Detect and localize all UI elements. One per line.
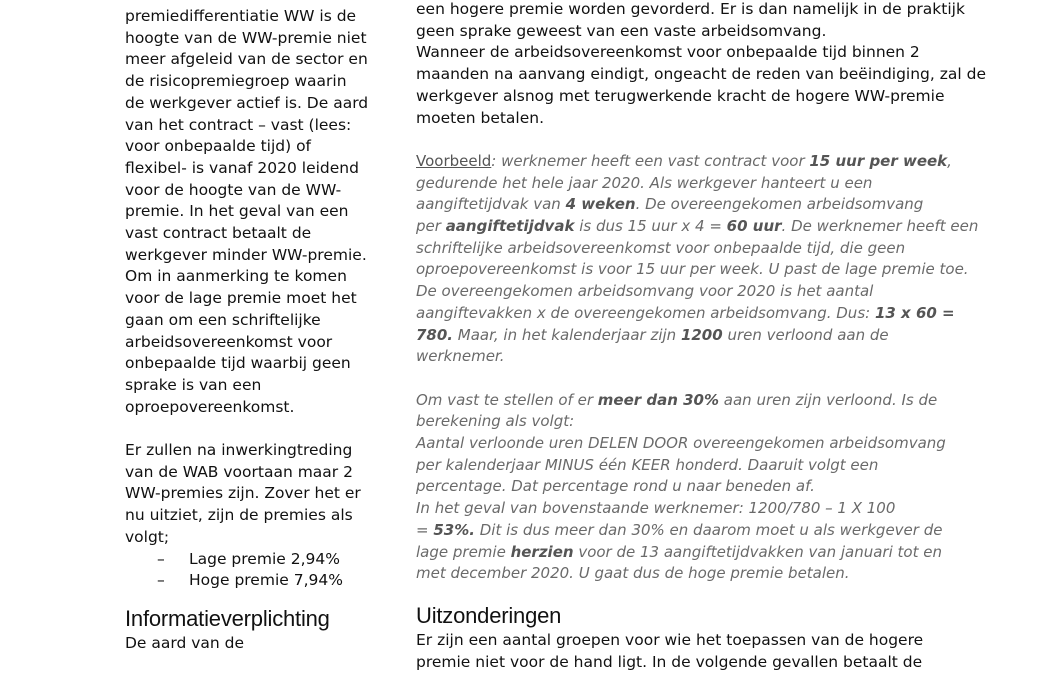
text-line [416, 303, 955, 325]
section-heading-uitzonderingen: Uitzonderingen [416, 602, 562, 628]
section-heading-informatieverplichting: Informatieverplichting [125, 605, 330, 631]
text-span: = [416, 520, 434, 539]
paragraph-gap [125, 418, 370, 440]
paragraph-premies [125, 440, 370, 549]
text-line: schriftelijke arbeidsovereenkomst voor onbepaalde tijd, die geen [416, 238, 906, 257]
emphasis: aangiftetijdvak [445, 217, 575, 236]
text-line: premie. In het geval van een [125, 202, 349, 221]
text-span: lage premie [416, 542, 511, 561]
text-line [416, 390, 946, 412]
dash-bullet: – [157, 571, 165, 590]
text-line: hoogte van de WW-premie niet [125, 28, 367, 47]
text-line: werknemer. [416, 347, 505, 366]
list-item [125, 549, 370, 571]
list-item-text: Lage premie 2,94% [189, 549, 340, 568]
text-span: aangiftevakken x de overeengekomen arbeidsomvang. Dus: [416, 303, 875, 322]
paragraph-gap [416, 129, 946, 151]
text-line: nu uitziet, zijn de premies als [125, 506, 353, 525]
emphasis: 13 x 60 = [874, 303, 955, 322]
text-line: berekening als volgt: [416, 412, 575, 431]
text-span: Maar, in het kalenderjaar zijn [453, 325, 681, 344]
list-item [125, 570, 370, 592]
emphasis: 780. [416, 325, 454, 344]
text-line: In het geval van bovenstaande werknemer: 1200/780 – 1 X 100 [416, 499, 896, 518]
text-span: voor de 13 aangiftetijdvakken van januari tot en [573, 542, 942, 561]
text-line: percentage. Dat percentage rond u naar beneden af. [416, 477, 815, 496]
text-line: maanden na aanvang eindigt, ongeacht de reden van beëindiging, zal de [416, 65, 986, 84]
text-line: Wanneer de arbeidsovereenkomst voor onbepaalde tijd binnen 2 [416, 43, 920, 62]
text-line: moeten betalen. [416, 108, 545, 127]
example-label: Voorbeeld [416, 151, 492, 170]
text-line: de werkgever actief is. De aard [125, 93, 369, 112]
text-span: Dit is dus meer dan 30% en daarom moet u als werkgever de [474, 520, 943, 539]
text-line: De overeengekomen arbeidsomvang voor 2020 is het aantal [416, 282, 874, 301]
text-line: premie niet voor de hand ligt. In de volgende gevallen betaalt de [416, 652, 923, 671]
text-line: van het contract – vast (lees: [125, 115, 352, 134]
emphasis: 60 uur [726, 217, 782, 236]
emphasis: 1200 [680, 325, 723, 344]
text-span: uren verloond aan de [722, 325, 889, 344]
text-span: , [947, 151, 952, 170]
text-span: aangiftetijdvak van [416, 195, 566, 214]
text-line: gedurende het hele jaar 2020. Als werkgever hanteert u een [416, 173, 873, 192]
paragraph-outro [416, 630, 946, 673]
text-line: de risicopremiegroep waarin [125, 72, 347, 91]
text-line: premiedifferentiatie WW is de [125, 7, 357, 25]
text-line: werkgever alsnog met terugwerkende kracht de hogere WW-premie [416, 86, 945, 105]
text-line [416, 325, 946, 347]
emphasis: 4 weken [565, 195, 636, 214]
right-column [416, 0, 986, 673]
text-span: is dus 15 uur x 4 = [574, 217, 727, 236]
text-line [416, 542, 946, 564]
text-line: WW-premies zijn. Zover het er [125, 484, 361, 503]
text-line: werkgever minder WW-premie. [125, 245, 367, 264]
text-line: onbepaalde tijd waarbij geen [125, 354, 351, 373]
text-line: voor de hoogte van de WW- [125, 180, 342, 199]
text-line: per kalenderjaar MINUS één KEER honderd. Daaruit volgt een [416, 455, 879, 474]
emphasis: 15 uur per week [809, 151, 948, 170]
left-column [125, 6, 370, 655]
text-line: flexibel- is vanaf 2020 leidend [125, 158, 359, 177]
calculation-block [416, 390, 946, 585]
text-span: aan uren zijn verloond. Is de [719, 390, 938, 409]
text-line: arbeidsovereenkomst voor [125, 332, 333, 351]
emphasis: meer dan 30% [597, 390, 720, 409]
text-span: Om vast te stellen of er [416, 390, 598, 409]
text-line: gaan om een schriftelijke [125, 310, 321, 329]
text-line: geen sprake geweest van een vaste arbeidsomvang. [416, 21, 827, 40]
text-line: oproepovereenkomst. [125, 397, 295, 416]
text-span: per [416, 217, 446, 236]
dash-bullet: – [157, 549, 165, 568]
text-line: vast contract betaalt de [125, 224, 312, 243]
text-line: Om in aanmerking te komen [125, 267, 347, 286]
example-block [416, 151, 979, 368]
text-line: oproepovereenkomst is voor 15 uur per week. U past de lage premie toe. [416, 260, 969, 279]
text-line: van de WAB voortaan maar 2 [125, 462, 353, 481]
text-line: Er zijn een aantal groepen voor wie het toepassen van de hogere [416, 630, 924, 649]
text-line [416, 520, 946, 542]
emphasis: herzien [510, 542, 574, 561]
section-gap [125, 592, 370, 605]
paragraph-intro [416, 0, 986, 129]
premium-list [125, 549, 370, 592]
text-line: Er zullen na inwerkingtreding [125, 441, 353, 460]
text-line: meer afgeleid van de sector en [125, 50, 368, 69]
text-line: Aantal verloonde uren DELEN DOOR overeengekomen arbeidsomvang [416, 434, 946, 453]
text-line [416, 216, 979, 238]
text-line: sprake is van een [125, 375, 262, 394]
text-span: . De overeengekomen arbeidsomvang [635, 195, 924, 214]
paragraph-gap [416, 368, 946, 390]
list-item-text: Hoge premie 7,94% [189, 571, 343, 590]
paragraph-premiedifferentiatie [125, 6, 370, 418]
text-line [416, 151, 952, 173]
text-line: volgt; [125, 527, 170, 546]
text-span: . De werknemer heeft een [781, 217, 979, 236]
emphasis: 53%. [433, 520, 475, 539]
text-line: een hogere premie worden gevorderd. Er is dan namelijk in de praktijk [416, 0, 965, 18]
text-line: voor de lage premie moet het [125, 289, 357, 308]
text-line [416, 194, 946, 216]
text-line: met december 2020. U gaat dus de hoge premie betalen. [416, 564, 850, 583]
text-line: De aard van de [125, 633, 245, 652]
section-gap [416, 585, 946, 602]
text-span: : werknemer heeft een vast contract voor [491, 151, 810, 170]
text-line: voor onbepaalde tijd) of [125, 137, 312, 156]
